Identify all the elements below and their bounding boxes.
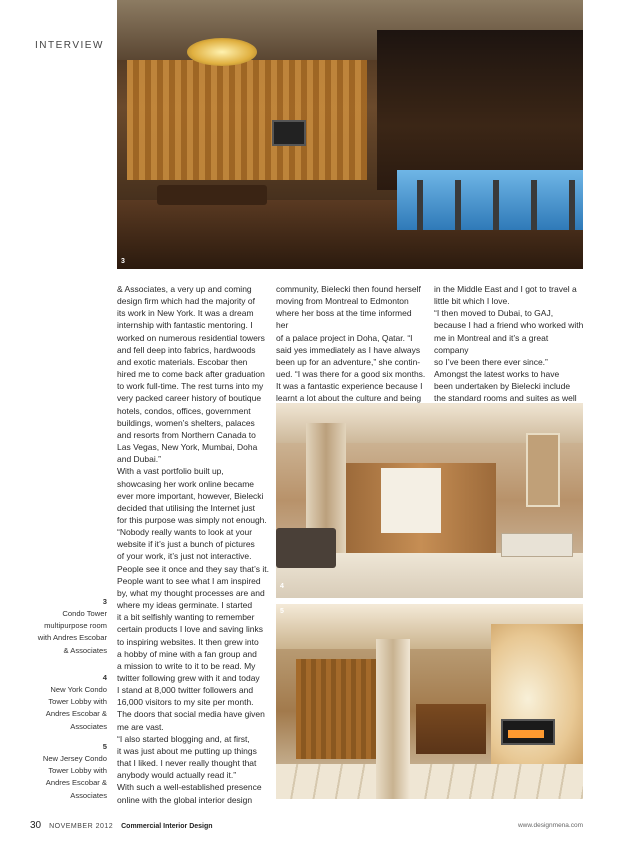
photo-number: 4 <box>280 583 284 590</box>
reception-backdrop <box>381 468 441 533</box>
section-label: INTERVIEW <box>35 40 104 51</box>
bar-wall <box>377 30 583 190</box>
caption-3 <box>30 596 107 657</box>
caption-line: Associates <box>70 721 107 731</box>
photo-number: 3 <box>121 258 125 265</box>
bench <box>501 533 573 557</box>
article-column-1: & Associates, a very up and coming design firm which had the majority of its work in New York. It was a dream internship with fantastic mentoring. I worked on numerous residential towers and fell deep into fabrics, hardwoods and exotic materials. Escobar then hired me to come back after graduation to work full-time. The rest turns into my very packed career history of boutique hotels, condos, offices, government buildings, women’s shelters, palaces and resorts from Northern Canada to Las Vegas, New York, Mumbai, Doha and Dubai.” With a vast portfolio built up, showcasing her work online became ever more important, however, Bielecki decided that utilising the Internet just for this purpose was simply not enough. “Nobody really wants to look at your website if it’s just a bunch of pictures of your work, it’s just not interactive. People see it once and they say that’s it. People want to see what I am inspired by, what my thought processes are and where my ideas germinate. I started it a bit selfishly wanting to remember certain products I love and saving links to inspiring websites. It then grew into a hobby of mine with a fan group and a mission to write to it to be read. My twitter following grew with it and today I stand at 8,000 twitter followers and 16,000 visitors to my site per month. The doors that social media have given me are vast. “I also started blogging and, at first, it was just about me putting up things that I liked. I never really thought that anybody would actually read it.” With such a well-established presence online with the global interior design <box>117 284 269 805</box>
onyx-wall <box>491 624 583 774</box>
photo-condo-multipurpose-room <box>117 0 583 269</box>
caption-line: Andres Escobar & <box>45 709 107 719</box>
photo-new-jersey-condo-lobby <box>276 604 583 799</box>
article-column-3: in the Middle East and I got to travel a little bit which I love. “I then moved to Dubai, to GAJ, because I had a friend who worked with me in Montreal and it’s a great company so I’ve been there ever since.” Amongst the latest works to have been undertaken by Bielecki include the standard rooms and suites as well <box>434 284 584 404</box>
bar-stools <box>417 180 577 230</box>
caption-line: & Associates <box>63 645 107 655</box>
caption-4 <box>30 672 107 733</box>
caption-number: 4 <box>102 673 107 682</box>
photo-new-york-condo-lobby <box>276 403 583 598</box>
dining-table <box>157 185 267 205</box>
page-footer <box>30 820 583 832</box>
stone-column <box>376 639 410 799</box>
caption-line: Condo Tower <box>62 609 107 619</box>
issue-date: NOVEMBER 2012 <box>49 823 114 830</box>
caption-line: Tower Lobby with <box>48 697 107 707</box>
caption-line: Andres Escobar & <box>45 778 107 788</box>
caption-line: New York Condo <box>50 685 107 695</box>
wood-slat-wall <box>127 60 367 180</box>
caption-line: New Jersey Condo <box>42 754 107 764</box>
caption-line: multipurpose room <box>44 621 107 631</box>
fireplace-flame <box>508 730 544 738</box>
ceiling-light <box>187 38 257 66</box>
tv-screen <box>272 120 306 146</box>
wall-art <box>526 433 560 507</box>
reception-desk <box>416 704 486 754</box>
website-url: www.designmena.com <box>517 822 583 829</box>
caption-line: with Andres Escobar <box>37 633 107 643</box>
caption-number: 5 <box>102 742 107 751</box>
caption-line: Tower Lobby with <box>48 766 107 776</box>
floor <box>276 764 583 799</box>
sofa <box>276 528 336 568</box>
caption-line: Associates <box>70 790 107 800</box>
photo-number: 5 <box>280 608 284 615</box>
caption-5 <box>30 741 107 802</box>
article-column-2: community, Bielecki then found herself moving from Montreal to Edmonton where her boss at the time informed her of a palace project in Doha, Qatar. “I said yes immediately as I have always been up for an adventure,” she contin- ued. “I was there for a good six months. It was a fantastic experience because I learnt a lot about the culture and being <box>276 284 426 404</box>
wood-wall <box>296 659 386 759</box>
page-number: 30 <box>30 820 42 831</box>
magazine-name: Commercial Interior Design <box>121 823 213 830</box>
caption-number: 3 <box>102 597 107 606</box>
